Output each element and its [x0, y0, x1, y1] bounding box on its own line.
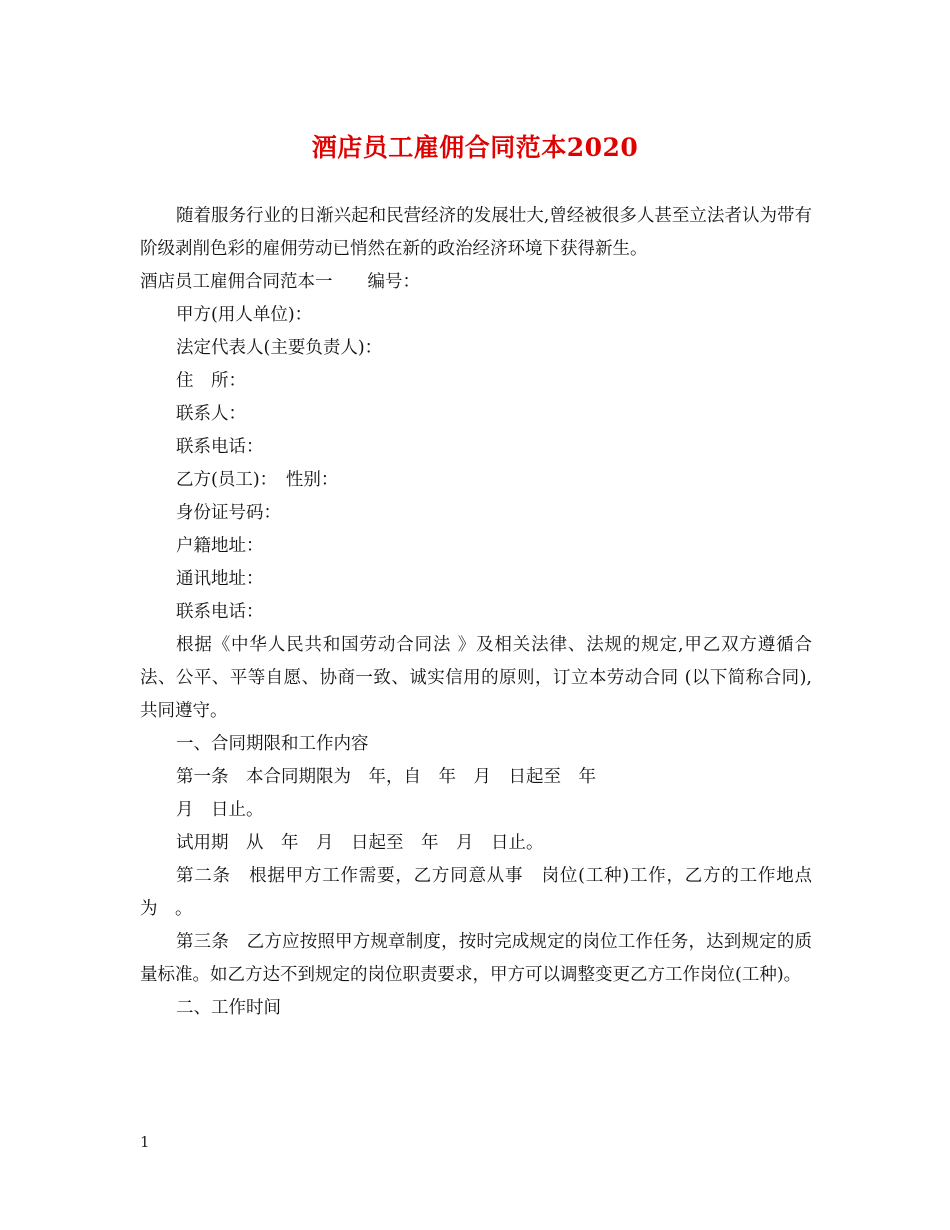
paragraph: 第一条 本合同期限为 年，自 年 月 日起至 年: [176, 767, 596, 787]
paragraph: 户籍地址：: [176, 536, 264, 556]
paragraph: 联系电话：: [176, 437, 264, 457]
paragraph: 月 日止。: [176, 800, 264, 820]
paragraph: 一、合同期限和工作内容: [176, 734, 369, 754]
paragraph: 甲方(用人单位)：: [176, 305, 313, 325]
paragraph: 住 所：: [176, 371, 246, 391]
paragraph: 试用期 从 年 月 日起至 年 月 日止。: [176, 833, 544, 853]
paragraph: 二、工作时间: [176, 998, 281, 1018]
paragraph: 联系人：: [176, 404, 246, 424]
paragraph: 乙方(员工)： 性别：: [176, 470, 339, 490]
paragraph: 根据《中华人民共和国劳动合同法 》及相关法律、法规的规定,甲乙双方遵循合法、公平、平等自愿、协商一致、诚实信用的原则，订立本劳动合同 (以下简称合同),共同遵守。: [140, 635, 812, 721]
paragraph: 身份证号码：: [176, 503, 281, 523]
paragraph: 第三条 乙方应按照甲方规章制度，按时完成规定的岗位工作任务，达到规定的质量标准。如乙方达不到规定的岗位职责要求，甲方可以调整变更乙方工作岗位(工种)。: [140, 932, 812, 985]
paragraph: 第二条 根据甲方工作需要，乙方同意从事 岗位(工种)工作，乙方的工作地点为 。: [140, 866, 812, 919]
document-body: [140, 200, 812, 1025]
paragraph: 通讯地址：: [176, 569, 264, 589]
paragraph: 随着服务行业的日渐兴起和民营经济的发展壮大,曾经被很多人甚至立法者认为带有阶级剥削色彩的雇佣劳动已悄然在新的政治经济环境下获得新生。: [140, 206, 812, 259]
paragraph: 法定代表人(主要负责人)：: [176, 338, 383, 358]
paragraph: 酒店员工雇佣合同范本一 编号：: [140, 272, 420, 292]
document-title: 酒店员工雇佣合同范本2020: [311, 133, 639, 162]
paragraph: 联系电话：: [176, 602, 264, 622]
page-number: 1: [140, 1133, 150, 1151]
